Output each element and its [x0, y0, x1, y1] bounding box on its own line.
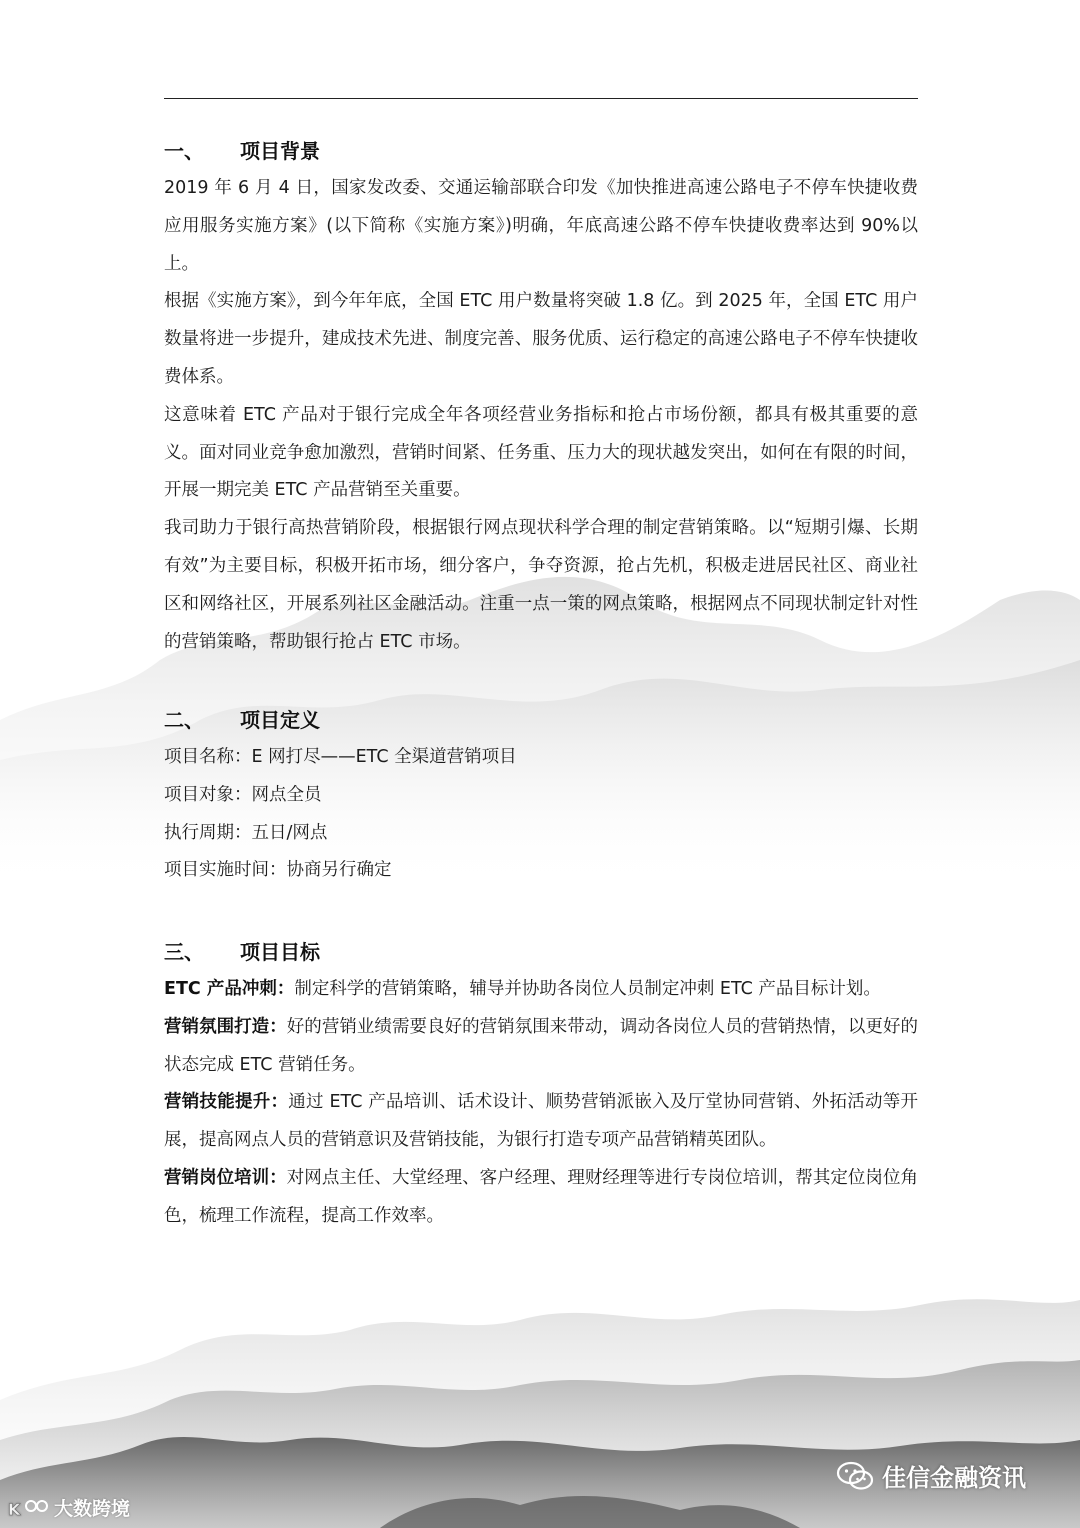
header-rule: [164, 98, 918, 99]
definition-item: 项目对象：网点全员: [164, 784, 322, 805]
paragraph: 这意味着 ETC 产品对于银行完成全年各项经营业务指标和抢占市场份额，都具有极其重要的意义。面对同业竞争愈加激烈，营销时间紧、任务重、压力大的现状越发突出，如何在有限的时间，开展一期完美 ETC 产品营销至关重要。: [164, 404, 918, 501]
section-background: [164, 132, 918, 661]
goal-item: [164, 1084, 918, 1160]
bigdata-logo-icon: [6, 1495, 50, 1521]
section-title: 项目定义: [240, 708, 320, 732]
goal-lead: 营销氛围打造：: [164, 1016, 287, 1037]
section-title: 项目目标: [240, 940, 320, 964]
watermark-left: [6, 1494, 130, 1521]
section-definition: [164, 701, 918, 890]
paragraph: 我司助力于银行高热营销阶段，根据银行网点现状科学合理的制定营销策略。以“短期引爆、长期有效”为主要目标，积极开拓市场，细分客户，争夺资源，抢占先机，积极走进居民社区、商业社区和网络社区，开展系列社区金融活动。注重一点一策的网点策略，根据网点不同现状制定针对性的营销策略，帮助银行抢占 ETC 市场。: [164, 518, 918, 652]
section-heading: [164, 701, 918, 739]
goal-lead: 营销岗位培训：: [164, 1167, 287, 1188]
paragraph: 根据《实施方案》，到今年年底，全国 ETC 用户数量将突破 1.8 亿。到 2025 年，全国 ETC 用户数量将进一步提升，建成技术先进、制度完善、服务优质、运行稳定的高速公路电子不停车快捷收费体系。: [164, 291, 918, 387]
goal-text: 对网点主任、大堂经理、客户经理、理财经理等进行专岗位培训，帮其定位岗位角色，梳理工作流程，提高工作效率。: [164, 1167, 918, 1226]
goal-text: 好的营销业绩需要良好的营销氛围来带动，调动各岗位人员的营销热情，以更好的状态完成 ETC 营销任务。: [164, 1016, 918, 1075]
wechat-icon: [836, 1460, 874, 1492]
definition-item: 项目名称：E 网打尽——ETC 全渠道营销项目: [164, 747, 517, 767]
section-heading: [164, 933, 918, 971]
goal-lead: ETC 产品冲刺：: [164, 979, 295, 999]
definition-item: 执行周期：五日/网点: [164, 822, 328, 843]
svg-text:K: K: [8, 1499, 21, 1519]
section-heading: [164, 132, 918, 170]
goal-item: [164, 1160, 918, 1236]
section-number: 三、: [164, 940, 204, 964]
definition-item: 项目实施时间：协商另行确定: [164, 860, 392, 881]
paragraph: 2019 年 6 月 4 日，国家发改委、交通运输部联合印发《加快推进高速公路电子不停车快捷收费应用服务实施方案》(以下简称《实施方案》)明确，年底高速公路不停车快捷收费率达到 90%以上。: [164, 178, 918, 274]
goal-item: [164, 1009, 918, 1085]
watermark-right-text: 佳信金融资讯: [882, 1464, 1026, 1492]
watermark-left-text: 大数跨境: [54, 1498, 131, 1520]
goal-text: 通过 ETC 产品培训、话术设计、顺势营销派嵌入及厅堂协同营销、外拓活动等开展，提高网点人员的营销意识及营销技能，为银行打造专项产品营销精英团队。: [164, 1092, 918, 1151]
goal-text: 制定科学的营销策略，辅导并协助各岗位人员制定冲刺 ETC 产品目标计划。: [294, 979, 881, 999]
section-goals: [164, 933, 918, 1236]
section-title: 项目背景: [240, 139, 320, 163]
section-number: 二、: [164, 708, 204, 732]
section-number: 一、: [164, 139, 204, 163]
goal-lead: 营销技能提升：: [164, 1092, 289, 1113]
goal-item: [164, 971, 918, 1009]
watermark-right: [836, 1458, 1026, 1493]
